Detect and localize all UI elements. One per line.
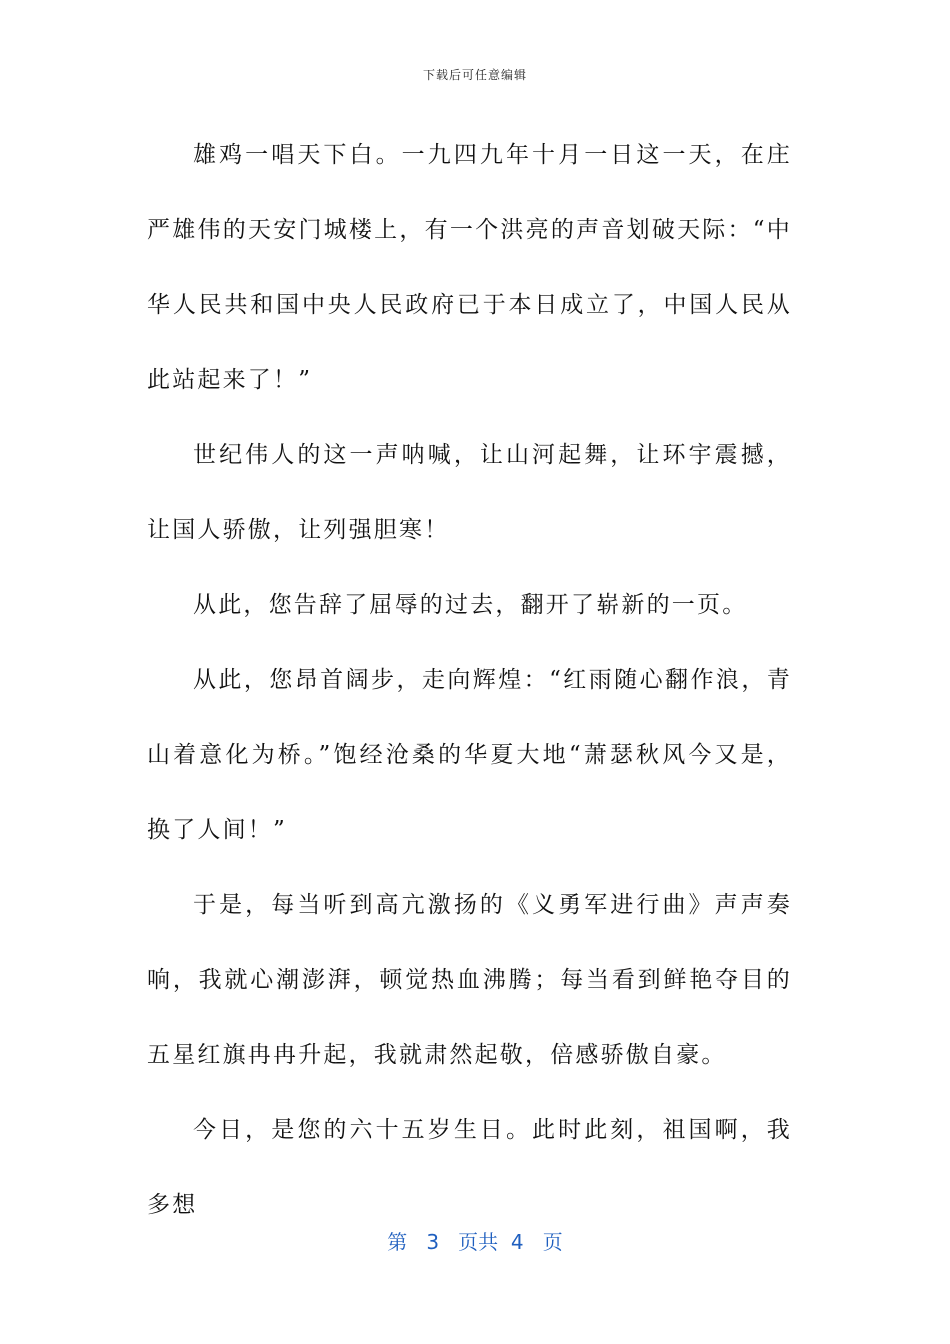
paragraph-3: 从此，您告辞了屈辱的过去，翻开了崭新的一页。 <box>193 592 748 618</box>
paragraph-1: 雄鸡一唱天下白。一九四九年十月一日这一天，在庄严雄伟的天安门城楼上，有一个洪亮的声音划破天际：“中华人民共和国中央人民政府已于本日成立了，中国人民从此站起来了！” <box>147 142 792 393</box>
footer-middle: 页共 <box>458 1230 499 1254</box>
document-body <box>147 118 792 1243</box>
page-header: 下载后可任意编辑 <box>422 68 527 82</box>
footer-suffix: 页 <box>542 1230 563 1254</box>
page-footer <box>0 1226 950 1255</box>
footer-current-page: 3 <box>426 1230 440 1254</box>
paragraph-2: 世纪伟人的这一声呐喊，让山河起舞，让环宇震撼，让国人骄傲，让列强胆寒！ <box>147 442 792 543</box>
paragraph-6: 今日，是您的六十五岁生日。此时此刻，祖国啊，我多想 <box>147 1117 792 1218</box>
footer-total-pages: 4 <box>510 1230 524 1254</box>
footer-prefix: 第 <box>387 1230 408 1254</box>
paragraph-5: 于是，每当听到高亢激扬的《义勇军进行曲》声声奏响，我就心潮澎湃，顿觉热血沸腾；每当看到鲜艳夺目的五星红旗冉冉升起，我就肃然起敬，倍感骄傲自豪。 <box>147 892 792 1068</box>
paragraph-4: 从此，您昂首阔步，走向辉煌：“红雨随心翻作浪，青山着意化为桥。”饱经沧桑的华夏大地“萧瑟秋风今又是，换了人间！” <box>147 667 792 843</box>
